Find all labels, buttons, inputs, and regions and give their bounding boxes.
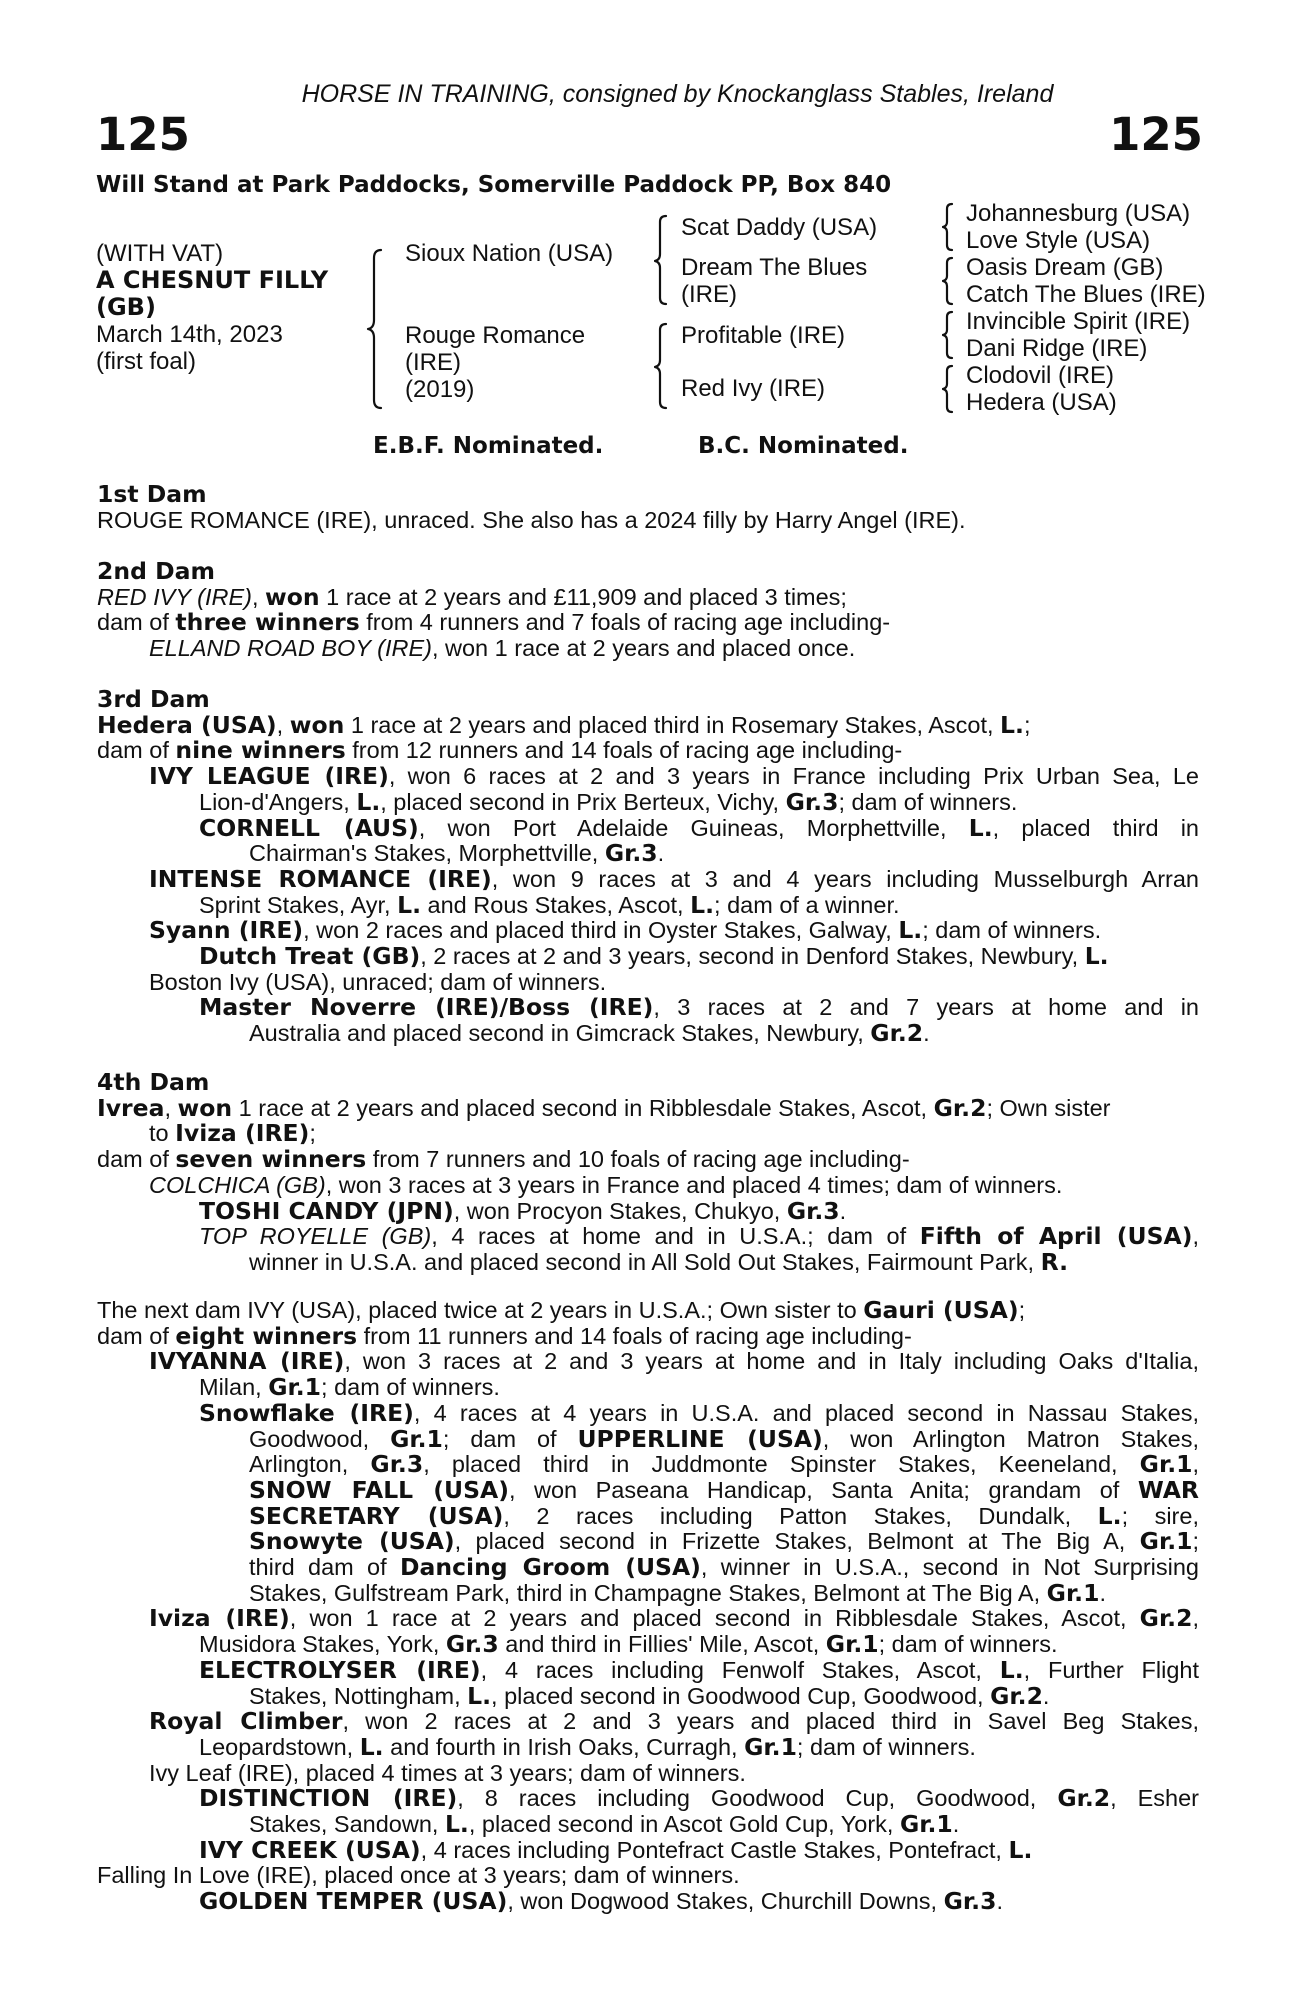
text-run: , won 1 race at 2 years and placed second in Ribblesdale Stakes, Ascot, (289, 1605, 1140, 1632)
pedigree-brace-sire (654, 214, 668, 306)
text-run: , (1192, 1605, 1199, 1632)
bold-text-run: Iviza (IRE) (149, 1604, 290, 1633)
bold-text-run: L. (1097, 1501, 1122, 1530)
next-dam-line (97, 1812, 1199, 1838)
text-run: The next dam IVY (USA), placed twice at 2 years in U.S.A.; Own sister to (97, 1297, 864, 1323)
bold-text-run: Fifth of April (USA) (919, 1222, 1193, 1251)
text-run: . (923, 1020, 930, 1047)
third-dam-line (97, 970, 1199, 996)
fourth-dam-line (97, 1093, 1199, 1122)
text-run: Australia and placed second in Gimcrack Stakes, Newbury, (249, 1020, 871, 1047)
second-dam-line (97, 610, 1199, 636)
bold-text-run: L. (467, 1681, 492, 1710)
third-dam-line (97, 890, 1199, 919)
bold-text-run: Gr.1 (1046, 1578, 1100, 1607)
text-run: dam of (97, 609, 176, 636)
text-run: ; dam of winners. (922, 917, 1102, 944)
text-run: Ivy Leaf (IRE), placed 4 times at 3 years; dam of winners. (149, 1759, 746, 1786)
third-dam-line (97, 813, 1200, 842)
lot-number-left: 125 (96, 108, 190, 161)
bold-text-run: GOLDEN TEMPER (USA) (199, 1887, 508, 1916)
text-run: , won Paseana Handicap, Santa Anita; grandam of (508, 1476, 1138, 1503)
bold-text-run: Gr.3 (370, 1450, 424, 1479)
text-run: . (996, 1888, 1003, 1915)
third-dam-line (97, 738, 1199, 764)
text-run: and third in Fillies' Mile, Ascot, (498, 1631, 826, 1658)
third-dam-line (97, 710, 1199, 739)
horse-title-country: (GB) (96, 293, 156, 321)
text-run: Lion-d'Angers, (199, 788, 357, 815)
text-run: Stakes, Gulfstream Park, third in Champagne Stakes, Belmont at The Big A, (249, 1579, 1047, 1606)
third-dam-line (97, 944, 1199, 970)
text-run: Arlington, (249, 1451, 371, 1478)
text-run: . (1042, 1682, 1050, 1709)
text-run: , placed second in Frizette Stakes, Belmont at The Big A, (454, 1528, 1140, 1555)
next-dam-section (97, 1298, 1199, 1915)
bold-text-run: L. (444, 1810, 469, 1839)
bold-text-run: L. (999, 1655, 1024, 1684)
text-run: , 4 races at 4 years in U.S.A. and placed second in Nassau Stakes, (413, 1399, 1199, 1426)
fourth-dam-line (97, 1196, 1199, 1225)
bold-text-run: TOSHI CANDY (JPN) (199, 1196, 454, 1225)
stand-info: Will Stand at Park Paddocks, Somerville Paddock PP, Box 840 (96, 172, 892, 198)
bold-text-run: won (289, 710, 345, 739)
next-dam-line (97, 1632, 1199, 1658)
bold-text-run: L. (356, 787, 381, 816)
bold-text-run: Gr.1 (268, 1373, 322, 1402)
text-run: , placed second in Prix Berteux, Vichy, (380, 788, 786, 815)
foaling-date: March 14th, 2023 (96, 321, 283, 348)
pedigree-brace-gen3-2 (942, 254, 954, 308)
fourth-dam-line (97, 1147, 1199, 1173)
bold-text-run: L. (397, 890, 422, 919)
third-dam-line (97, 864, 1199, 893)
text-run: dam of (97, 1322, 176, 1349)
text-run: . (952, 1811, 960, 1838)
text-run: , 8 races including Goodwood Cup, Goodwood, (457, 1785, 1058, 1812)
next-dam-line (97, 1709, 1199, 1735)
text-run: ; dam of a winner. (714, 891, 900, 918)
pedigree-gen3-3: Oasis Dream (GB) (966, 254, 1164, 281)
third-dam-line (97, 1021, 1199, 1047)
third-dam-section (97, 687, 1199, 1047)
text-run: , placed third in Juddmonte Spinster Stakes, Keeneland, (423, 1451, 1140, 1478)
bold-text-run: L. (1084, 942, 1109, 971)
bold-text-run: Hedera (USA) (97, 710, 277, 739)
text-run: , won 3 races at 2 and 3 years at home and in Italy including Oaks d'Italia, (344, 1348, 1199, 1375)
next-dam-line (97, 1398, 1199, 1427)
pedigree-brace-dam (654, 322, 668, 410)
text-run: , won 2 races and placed third in Oyster Stakes, Galway, (303, 917, 899, 944)
text-run: , (276, 711, 290, 738)
bold-text-run: Gr.1 (825, 1630, 879, 1659)
text-run: from 12 runners and 14 foals of racing age including- (345, 737, 903, 764)
bold-text-run: L. (968, 813, 993, 842)
bold-text-run: Gr.2 (1139, 1604, 1193, 1633)
bold-text-run: Royal Climber (149, 1707, 343, 1736)
next-dam-line (97, 1863, 1199, 1889)
text-run: Falling In Love (IRE), placed once at 3 years; dam of winners. (97, 1862, 740, 1889)
lot-number-right: 125 (1109, 108, 1203, 161)
bold-text-run: Gr.1 (899, 1810, 953, 1839)
text-run: from 4 runners and 7 foals of racing age including- (359, 609, 891, 636)
second-dam-line (97, 636, 1199, 662)
next-dam-line (97, 1501, 1199, 1530)
bold-text-run: won (265, 582, 320, 611)
bold-text-run: Snowflake (IRE) (199, 1398, 414, 1427)
pedigree-gen3-7: Clodovil (IRE) (966, 362, 1115, 389)
next-dam-line (97, 1321, 1199, 1350)
text-run: Sprint Stakes, Ayr, (199, 891, 398, 918)
bold-text-run: Master Noverre (IRE)/Boss (IRE) (199, 993, 654, 1022)
bold-text-run: L. (359, 1732, 384, 1761)
bold-text-run: Gr.3 (445, 1630, 499, 1659)
text-run: Stakes, Sandown, (249, 1811, 445, 1838)
bold-text-run: Gr.3 (786, 1196, 840, 1225)
text-run: ; (1192, 1528, 1200, 1555)
pedigree-gen3-4: Catch The Blues (IRE) (966, 281, 1206, 308)
fourth-dam-heading: 4th Dam (97, 1068, 210, 1096)
bold-text-run: IVYANNA (IRE) (149, 1347, 345, 1376)
text-run: . (657, 840, 665, 867)
second-dam-heading: 2nd Dam (97, 557, 215, 585)
text-run: dam of (97, 1146, 176, 1173)
fourth-dam-line (97, 1247, 1199, 1276)
text-run: 1 race at 2 years and £11,909 and placed 3 times; (319, 583, 847, 610)
bold-text-run: UPPERLINE (USA) (577, 1424, 823, 1453)
text-run: , (164, 1094, 178, 1121)
bold-text-run: Ivrea (97, 1093, 165, 1122)
bold-text-run: Dutch Treat (GB) (199, 942, 421, 971)
text-run: Boston Ivy (USA), unraced; dam of winners. (149, 968, 607, 995)
text-run: , 4 races including Fenwolf Stakes, Ascot, (480, 1656, 1000, 1683)
bold-text-run: ELECTROLYSER (IRE) (199, 1655, 481, 1684)
vat-note: (WITH VAT) (96, 240, 224, 267)
text-run: ; (309, 1120, 316, 1147)
second-dam-line (97, 582, 1199, 611)
next-dam-line (97, 1786, 1199, 1812)
text-run: , 4 races including Pontefract Castle Stakes, Pontefract, (420, 1836, 1009, 1863)
text-run: , 4 races at home and in U.S.A.; dam of (431, 1223, 920, 1250)
text-run: ; dam of winners. (796, 1733, 976, 1760)
pedigree-brace-gen1 (366, 248, 384, 410)
pedigree-dam (405, 322, 585, 403)
pedigree-dam-country: (IRE) (405, 349, 461, 376)
next-dam-line (97, 1475, 1199, 1504)
text-run: and fourth in Irish Oaks, Curragh, (383, 1733, 745, 1760)
pedigree-brace-gen3-3 (942, 308, 954, 362)
text-run: Musidora Stakes, York, (199, 1631, 446, 1658)
bold-text-run: Gr.2 (870, 1019, 924, 1048)
bold-text-run: L. (1008, 1835, 1033, 1864)
text-run: ; (1018, 1297, 1026, 1323)
text-run: , won 2 races at 2 and 3 years and placed third in Savel Beg Stakes, (342, 1708, 1199, 1735)
text-run: , 2 races including Patton Stakes, Dundalk, (503, 1502, 1098, 1529)
bold-text-run: Snowyte (USA) (249, 1527, 455, 1556)
bold-text-run: Dancing Groom (USA) (399, 1553, 701, 1582)
text-run: third dam of (249, 1554, 400, 1581)
bold-text-run: IVY LEAGUE (IRE) (149, 762, 389, 791)
pedigree-dam-sire: Profitable (IRE) (681, 322, 846, 349)
next-dam-line (97, 1761, 1199, 1787)
bold-text-run: Gr.1 (1139, 1450, 1193, 1479)
bold-text-run: SNOW FALL (USA) (249, 1475, 509, 1504)
text-run: , 3 races at 2 and 7 years at home and in (653, 994, 1199, 1021)
bold-text-run: INTENSE ROMANCE (IRE) (149, 864, 492, 893)
bold-text-run: WAR (1137, 1475, 1199, 1504)
bold-text-run: R. (1040, 1247, 1069, 1276)
text-run: , placed third in (992, 814, 1200, 841)
text-run: , won Port Adelaide Guineas, Morphettville, (418, 814, 969, 841)
text-run: , won Arlington Matron Stakes, (822, 1425, 1199, 1452)
pedigree-gen3-6: Dani Ridge (IRE) (966, 335, 1148, 362)
horse-description (96, 240, 328, 375)
first-dam-text: ROUGE ROMANCE (IRE), unraced. She also has a 2024 filly by Harry Angel (IRE). (97, 506, 966, 533)
pedigree-dam-dam: Red Ivy (IRE) (681, 375, 826, 402)
text-run: and Rous Stakes, Ascot, (421, 891, 691, 918)
fourth-dam-line (97, 1173, 1199, 1199)
next-dam-line (97, 1835, 1199, 1864)
bold-text-run: Gr.3 (604, 839, 658, 868)
foal-note: (first foal) (96, 348, 197, 375)
text-run: dam of (97, 737, 176, 764)
text-run: winner in U.S.A. and placed second in All Sold Out Stakes, Fairmount Park, (249, 1248, 1041, 1275)
text-run: , won 6 races at 2 and 3 years in France including Prix Urban Sea, Le (388, 763, 1199, 790)
next-dam-line (97, 1655, 1200, 1684)
pedigree-dam-year: (2019) (405, 376, 475, 403)
text-run: , (251, 583, 266, 610)
bold-text-run: Gr.2 (933, 1093, 987, 1122)
italic-text-run: TOP ROYELLE (GB) (199, 1223, 432, 1250)
bold-text-run: eight winners (175, 1321, 358, 1350)
text-run: to (149, 1120, 176, 1147)
text-run: , placed second in Goodwood Cup, Goodwood, (491, 1682, 991, 1709)
bold-text-run: won (177, 1093, 233, 1122)
bold-text-run: L. (690, 890, 715, 919)
text-run: , placed second in Ascot Gold Cup, York, (468, 1811, 900, 1838)
text-run: ; Own sister (986, 1094, 1111, 1121)
italic-text-run: ELLAND ROAD BOY (IRE) (149, 635, 432, 662)
fourth-dam-section (97, 1070, 1199, 1276)
text-run: 1 race at 2 years and placed third in Rosemary Stakes, Ascot, (344, 711, 1001, 738)
bold-text-run: Gauri (USA) (863, 1296, 1019, 1324)
pedigree-gen3-8: Hedera (USA) (966, 389, 1117, 416)
text-run: from 11 runners and 14 foals of racing age including- (357, 1322, 912, 1349)
text-run: , won Dogwood Stakes, Churchill Downs, (507, 1888, 944, 1915)
text-run: Milan, (199, 1374, 269, 1401)
text-run: Goodwood, (249, 1425, 391, 1452)
text-run: , Esher (1110, 1785, 1200, 1812)
next-dam-line (97, 1349, 1199, 1375)
pedigree-brace-gen3-4 (942, 362, 954, 416)
next-dam-line (97, 1298, 1199, 1324)
third-dam-line (97, 841, 1199, 867)
bold-text-run: Gr.3 (785, 787, 839, 816)
text-run: ; dam of winners. (878, 1631, 1058, 1658)
next-dam-line (97, 1681, 1199, 1710)
next-dam-line (97, 1529, 1199, 1555)
bold-text-run: DISTINCTION (IRE) (199, 1784, 458, 1813)
third-dam-line (97, 918, 1199, 944)
bold-text-run: L. (898, 916, 923, 945)
text-run: Chairman's Stakes, Morphettville, (249, 840, 605, 867)
bold-text-run: Gr.1 (1139, 1527, 1193, 1556)
text-run: . (839, 1197, 847, 1224)
next-dam-line (97, 1578, 1199, 1607)
next-dam-line (97, 1889, 1199, 1915)
text-run: Stakes, Nottingham, (249, 1682, 468, 1709)
bold-text-run: nine winners (175, 736, 346, 765)
third-dam-heading: 3rd Dam (97, 685, 210, 713)
next-dam-line (97, 1424, 1199, 1453)
text-run: from 7 runners and 10 foals of racing age including- (366, 1146, 910, 1173)
bold-text-run: seven winners (175, 1145, 367, 1174)
bold-text-run: Gr.1 (744, 1732, 797, 1761)
fourth-dam-line (97, 1224, 1199, 1250)
first-dam-heading: 1st Dam (97, 480, 207, 508)
text-run: , won 9 races at 3 and 4 years including Musselburgh Arran (491, 865, 1199, 892)
third-dam-line (97, 787, 1199, 816)
first-dam-section (97, 482, 1199, 533)
second-dam-section (97, 559, 1199, 662)
pedigree-sire: Sioux Nation (USA) (405, 240, 614, 267)
bold-text-run: SECRETARY (USA) (249, 1501, 504, 1530)
text-run: ; dam of (442, 1425, 578, 1452)
text-run: . (1099, 1579, 1106, 1606)
bold-text-run: Gr.2 (990, 1681, 1043, 1710)
consignment-header: HORSE IN TRAINING, consigned by Knockanglass Stables, Ireland (301, 80, 1054, 108)
bc-nomination: B.C. Nominated. (698, 433, 909, 459)
bold-text-run: Iviza (IRE) (175, 1119, 310, 1148)
text-run: 1 race at 2 years and placed second in Ribblesdale Stakes, Ascot, (232, 1094, 934, 1121)
next-dam-line (97, 1555, 1199, 1581)
text-run: , Further Flight (1023, 1656, 1200, 1683)
text-run: , won 3 races at 3 years in France and placed 4 times; dam of winners. (325, 1171, 1063, 1198)
third-dam-line (97, 764, 1199, 790)
text-run: ; dam of winners. (838, 788, 1018, 815)
italic-text-run: COLCHICA (GB) (149, 1171, 326, 1198)
pedigree-dam-name: Rouge Romance (405, 322, 586, 349)
bold-text-run: Gr.1 (390, 1424, 443, 1453)
next-dam-line (97, 1452, 1199, 1478)
bold-text-run: Gr.3 (943, 1887, 997, 1916)
text-run: , 2 races at 2 and 3 years, second in Denford Stakes, Newbury, (420, 943, 1085, 970)
pedigree-brace-gen3-1 (942, 200, 954, 254)
pedigree-sire-dam (681, 254, 867, 308)
next-dam-line (97, 1375, 1199, 1401)
pedigree-sire-sire: Scat Daddy (USA) (681, 214, 878, 241)
text-run: , (1192, 1451, 1200, 1478)
text-run: , won Procyon Stakes, Chukyo, (453, 1197, 787, 1224)
text-run: , won 1 race at 2 years and placed once. (431, 635, 856, 662)
text-run: , (1192, 1223, 1199, 1250)
pedigree-gen3-2: Love Style (USA) (966, 227, 1151, 254)
third-dam-line (97, 995, 1199, 1021)
text-run: ; sire, (1121, 1502, 1199, 1529)
bold-text-run: Syann (IRE) (149, 916, 304, 945)
bold-text-run: Gr.2 (1057, 1784, 1111, 1813)
bold-text-run: L. (1000, 710, 1024, 739)
text-run: ; dam of winners. (321, 1374, 500, 1401)
pedigree-sire-dam-name: Dream The Blues (681, 254, 868, 281)
italic-text-run: RED IVY (IRE) (97, 583, 252, 610)
text-run: , winner in U.S.A., second in Not Surprising (700, 1554, 1200, 1581)
bold-text-run: IVY CREEK (USA) (199, 1835, 421, 1864)
next-dam-line (97, 1732, 1199, 1761)
ebf-nomination: E.B.F. Nominated. (373, 433, 604, 459)
pedigree-sire-dam-country: (IRE) (681, 281, 737, 308)
text-run: Leopardstown, (199, 1733, 360, 1760)
next-dam-line (97, 1606, 1199, 1632)
text-run: ; (1023, 711, 1031, 738)
pedigree-gen3-5: Invincible Spirit (IRE) (966, 308, 1191, 335)
pedigree-gen3-list (966, 200, 1206, 416)
bold-text-run: three winners (175, 608, 360, 637)
bold-text-run: CORNELL (AUS) (199, 813, 419, 842)
horse-title: A CHESNUT FILLY (96, 266, 329, 294)
pedigree-gen3-1: Johannesburg (USA) (966, 200, 1191, 227)
fourth-dam-line (97, 1121, 1199, 1147)
